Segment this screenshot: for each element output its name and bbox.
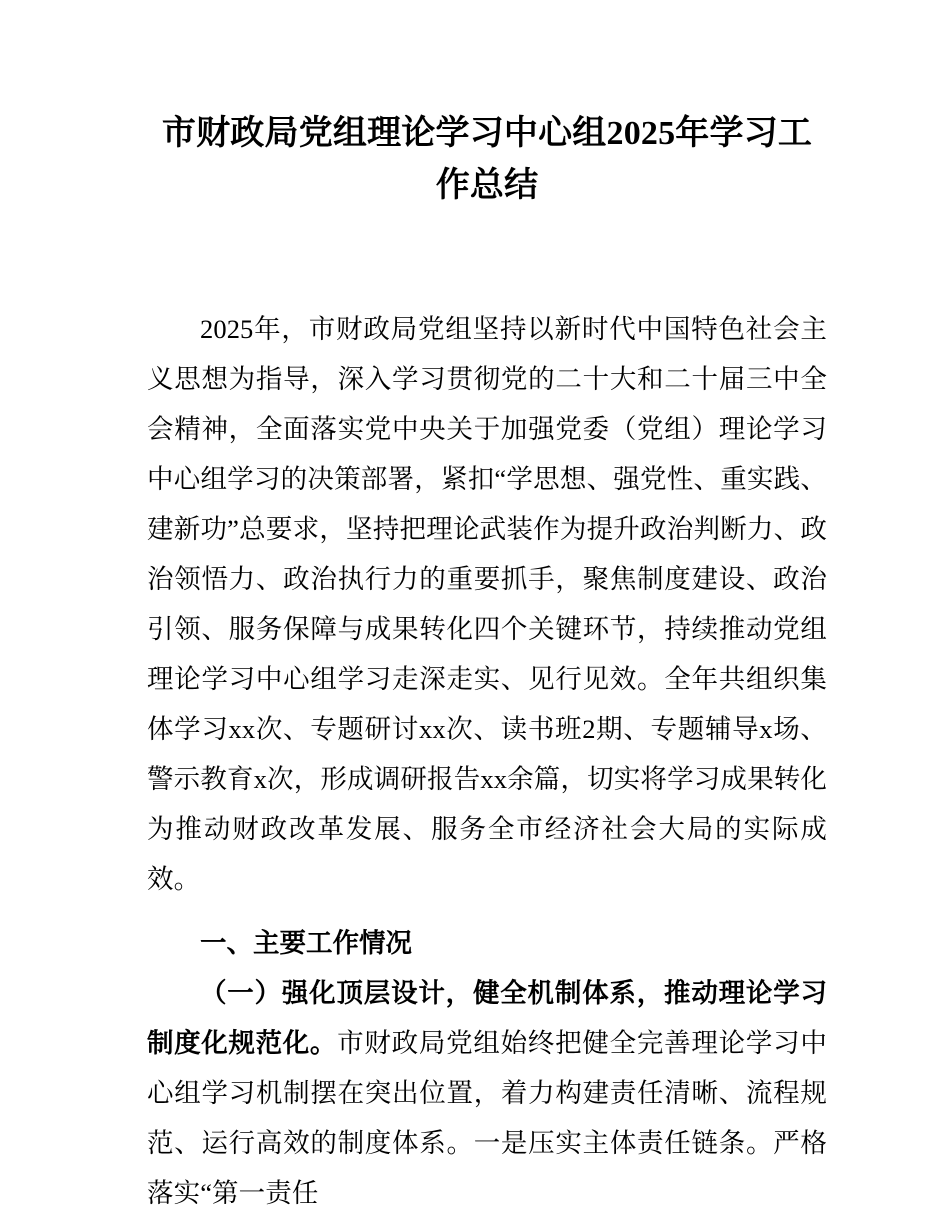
document-content-column — [147, 0, 827, 1218]
subsection-one-body-text: 市财政局党组始终把健全完善理论学习中心组学习机制摆在突出位置，着力构建责任清晰、流程规范、运行高效的制度体系。一是压实主体责任链条。严格落实“第一责任 — [147, 1028, 827, 1208]
document-title: 市财政局党组理论学习中心组2025年学习工作总结 — [161, 115, 813, 204]
subsection-one — [147, 968, 827, 1218]
title-body-spacer — [147, 212, 827, 304]
intro-paragraph: 2025年，市财政局党组坚持以新时代中国特色社会主义思想为指导，深入学习贯彻党的二十大和二十届三中全会精神，全面落实党中央关于加强党委（党组）理论学习中心组学习的决策部署，紧扣“学思想、强党性、重实践、建新功”总要求，坚持把理论武装作为提升政治判断力、政治领悟力、政治执行力的重要抓手，聚焦制度建设、政治引领、服务保障与成果转化四个关键环节，持续推动党组理论学习中心组学习走深走实、见行见效。全年共组织集体学习xx次、专题研讨xx次、读书班2期、专题辅导x场、警示教育x次，形成调研报告xx余篇，切实将学习成果转化为推动财政改革发展、服务全市经济社会大局的实际成效。 — [147, 314, 827, 894]
paragraph-heading-spacer — [147, 904, 827, 918]
section-heading-one: 一、主要工作情况 — [200, 928, 412, 958]
subsection-one-bold-lead: （一）强化顶层设计，健全机制体系，推动理论学习制度化规范化。 — [147, 978, 827, 1058]
